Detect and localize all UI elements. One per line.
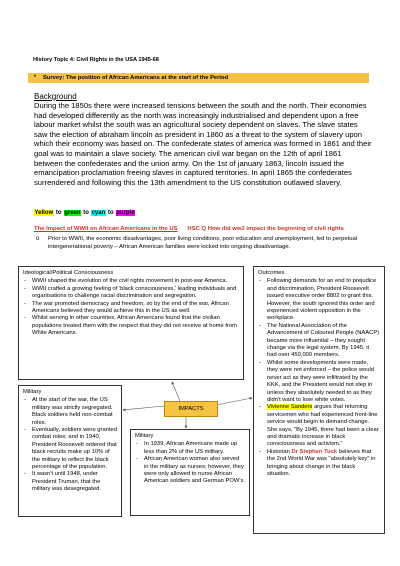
background-heading: Background: [34, 92, 77, 101]
list-item: - Whilst serving in other countries, African Americans found that the civilian populations treated them with the respect that they did not receive at home from White Americans.: [23, 315, 239, 337]
list-item: [258, 449, 380, 479]
military-heading: Military: [135, 433, 154, 439]
key-purple: purple: [116, 210, 135, 216]
list-item-text: believes that the 2nd World War was "absolutely key" in bringing about change in the black situation.: [267, 448, 376, 477]
background-body: During the 1850s there were increased tensions between the south and the north. Their economies had developed differently as the north was increasingly industrialised and dependent upon a free labour market whilst the south was an agricultural society dependent on slaves. The slave states saw the election of abraham lincoln as president in 1860 as a threat to the system of slavery upon which their economy was based on. The confederate states of america was formed in 1861 and their goal was to maintain a slave society. The american civil war began on the 12th of april 1861 between the confederates and the union army. On the 1st of january 1863, lincoln issued the emancipation proclamation freeing slaves in captured territories. In april 1865 the confederates surrendered and following this the 13th amendment to the US constitution outlawed slavery.: [34, 101, 372, 187]
key-to: to: [83, 210, 89, 216]
list-item: - The National Association of the Advancement of Coloured People (NAACP) became more influential – they sought change via the legal system. By 1945, it had over 450,000 members.: [258, 323, 380, 360]
ideological-heading: Ideological/Political Consciousness: [23, 270, 114, 276]
military-box-2: [130, 429, 250, 516]
ideological-box: [18, 266, 244, 380]
impact-heading-main: The Impact of WWII on African Americans in the US: [34, 226, 178, 232]
impact-heading: [34, 226, 344, 232]
list-item: - Whilst some developments were made, they were not enforced – the police would never act as they were infiltrated by the KKK, and the President would not step in unless they absolutely needed to as they didn't want to lose white votes.: [258, 360, 380, 404]
historian-name: Dr Stephen Tuck: [291, 448, 338, 455]
list-item: - At the start of the war, the US military was strictly segregated. Black soldiers held non-combat roles.: [23, 397, 117, 427]
key-to: to: [107, 210, 114, 216]
key-yellow: Yellow: [34, 210, 54, 216]
bullet-icon: o: [36, 236, 40, 242]
list-item-text: Historian: [267, 448, 292, 455]
intro-text: Prior to WWII, the economic disadvantages, poor living conditions, poor education and unemployment, led to perpetual intergenerational poverty – African American families were locked into ongoing disadvantage.: [48, 236, 358, 250]
impacts-hub: IMPACTS: [164, 401, 218, 417]
list-item-text: argues that returning servicemen who had experienced front-line service would begin to demand change. She says, "By 1945, there had been a clear and dramatic increase in black consciousness and activism.": [267, 404, 379, 448]
outcomes-box: [253, 266, 385, 534]
historian-name: Vivienne Sanders: [267, 404, 313, 411]
military-heading: Military: [23, 389, 42, 395]
key-cyan: cyan: [91, 210, 106, 216]
key-to: to: [55, 210, 62, 216]
outcomes-heading: Outcomes: [258, 270, 285, 276]
list-item: - Following demands for an end to prejudice and discrimination, President Roosevelt issued executive order 8802 to grant this. However, the south ignored this order and experienced violent opposition in the workplace.: [258, 278, 380, 322]
military-box-1: [18, 385, 122, 517]
list-item: - WWII shaped the evolution of the civil rights movement in post-war America.: [23, 278, 239, 285]
hsc-question: HSC Q How did ww2 impact the beginning of civil rights: [187, 226, 344, 232]
list-item: - The war promoted democracy and freedom, so by the end of the war, African Americans believed they would achieve this in the US as well.: [23, 301, 239, 316]
list-item: - Eventually, soldiers were granted combat roles; and in 1940, President Roosevelt ordered that black recruits make up 10% of the military to reflect the black percentage of the population.: [23, 427, 117, 471]
list-item: - It wasn't until 1948, under President Truman, that the military was desegregated.: [23, 471, 117, 493]
survey-banner: [28, 73, 369, 83]
list-item: - WWII crafted a growing feeling of 'black consciousness,' leading individuals and organisations to challenge racial discrimination and segregation.: [23, 286, 239, 301]
list-item: - In 1939, African Americans made up less than 2% of the US military.: [135, 441, 245, 456]
survey-text: Survey: The position of African Americans at the start of the Period: [43, 75, 229, 81]
key-green: green: [64, 210, 81, 216]
list-item: - African American woman also served in the military as nurses; however, they were only allowed to nurse African American soldiers and German POW's.: [135, 456, 245, 486]
bullet-icon: •: [34, 74, 37, 80]
list-item: [258, 404, 380, 448]
colour-key: [34, 210, 135, 216]
page-title: History Topic 4: Civil Rights in the USA 1945-68: [33, 57, 159, 63]
